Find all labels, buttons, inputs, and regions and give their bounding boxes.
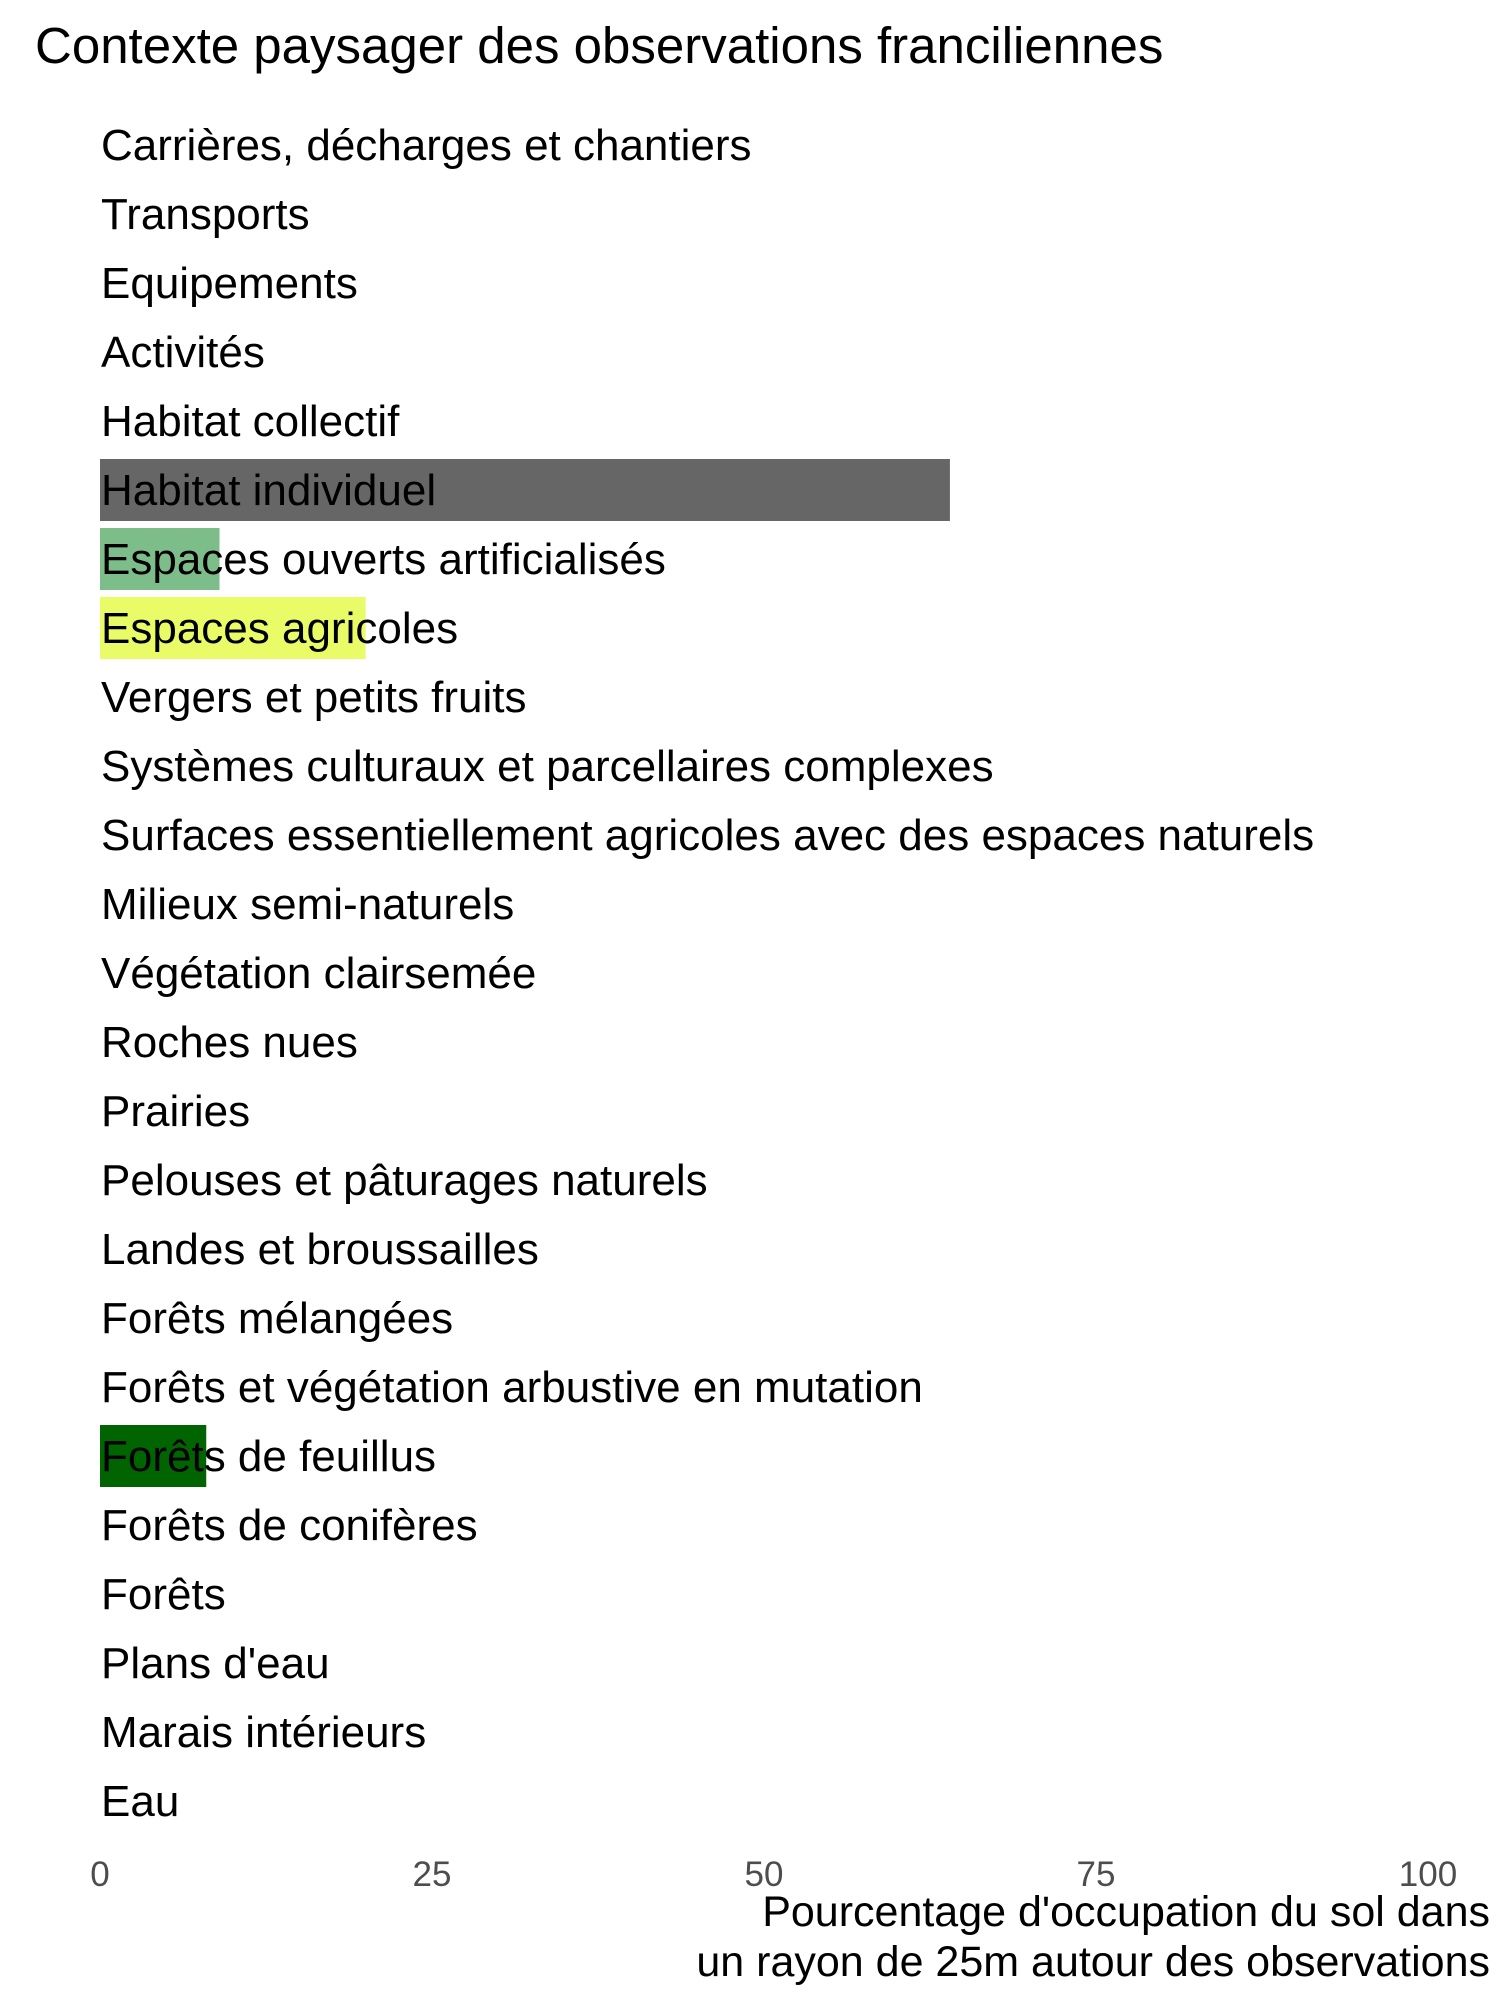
x-tick-label: 0 [90,1855,110,1894]
x-tick-label: 75 [1076,1855,1116,1894]
category-label: Forêts [101,1570,226,1619]
category-label: Eau [101,1777,180,1826]
category-label: Carrières, décharges et chantiers [101,121,752,170]
x-axis-title-line-1: Pourcentage d'occupation du sol dans [762,1888,1490,1936]
category-label: Landes et broussailles [101,1225,539,1274]
category-label: Végétation clairsemée [101,949,537,998]
category-label: Surfaces essentiellement agricoles avec des espaces naturels [101,811,1315,860]
category-label: Habitat collectif [101,397,400,446]
category-label: Pelouses et pâturages naturels [101,1156,708,1205]
category-label: Activités [101,328,265,377]
chart-title: Contexte paysager des observations franciliennes [35,17,1164,74]
x-axis-title-line-2: un rayon de 25m autour des observations [696,1938,1490,1986]
category-label: Forêts de feuillus [101,1432,437,1481]
category-label: Roches nues [101,1018,358,1067]
category-label: Forêts et végétation arbustive en mutation [101,1363,923,1412]
category-labels [101,121,1314,1826]
category-label: Forêts mélangées [101,1294,454,1343]
category-label: Espaces ouverts artificialisés [101,535,666,584]
category-label: Vergers et petits fruits [101,673,527,722]
category-label: Habitat individuel [101,466,437,515]
category-label: Prairies [101,1087,251,1136]
category-label: Systèmes culturaux et parcellaires complexes [101,742,994,791]
category-label: Equipements [101,259,358,308]
x-tick-label: 25 [412,1855,452,1894]
x-tick-label: 50 [744,1855,784,1894]
category-label: Plans d'eau [101,1639,330,1688]
x-tick-label: 100 [1398,1855,1458,1894]
category-label: Espaces agricoles [101,604,459,653]
category-label: Milieux semi-naturels [101,880,515,929]
category-label: Marais intérieurs [101,1708,427,1757]
category-label: Forêts de conifères [101,1501,478,1550]
category-label: Transports [101,190,310,239]
